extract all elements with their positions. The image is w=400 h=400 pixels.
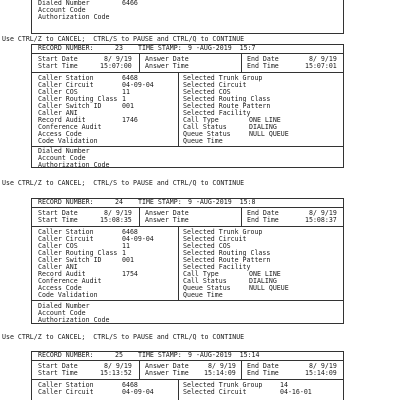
start-date: 8/ 9/19	[104, 209, 132, 217]
record-divider	[241, 53, 242, 72]
time-stamp: 9 -AUG-2019 15:14	[188, 351, 260, 359]
start-time: 15:13:52	[100, 369, 132, 377]
record-number: 25	[115, 351, 123, 359]
record-border	[31, 53, 344, 54]
record-border	[31, 226, 344, 227]
record-divider	[241, 207, 242, 226]
end-time-label: End Time	[247, 62, 279, 70]
record-divider	[139, 53, 140, 72]
access-code-label: Access Code	[38, 284, 82, 292]
authorization-code-label: Authorization Code	[38, 13, 110, 21]
record-number-label: RECORD NUMBER:	[38, 198, 94, 206]
record-number: 23	[115, 44, 123, 52]
end-time: 15:08:37	[305, 216, 337, 224]
code-validation-label: Code Validation	[38, 137, 98, 145]
time-stamp-label: TIME STAMP:	[138, 198, 182, 206]
caller-circuit-label: Caller Circuit	[38, 235, 94, 243]
selected-cos-label: Selected COS	[183, 242, 231, 250]
record-border	[31, 360, 344, 361]
call-type: ONE LINE	[249, 270, 281, 278]
answer-date-label: Answer Date	[145, 55, 189, 63]
end-time-label: End Time	[247, 369, 279, 377]
record-border	[31, 44, 32, 167]
answer-time: 15:14:09	[204, 369, 236, 377]
selected-trunk-group-label: Selected Trunk Group	[183, 381, 263, 389]
record-border	[31, 300, 344, 301]
record-number: 24	[115, 198, 123, 206]
selected-circuit-label: Selected Circuit	[183, 235, 247, 243]
continue-prompt: Use CTRL/Z to CANCEL; CTRL/S to PAUSE and CTRL/Q to CONTINUE	[2, 333, 245, 341]
continue-prompt: Use CTRL/Z to CANCEL; CTRL/S to PAUSE and CTRL/Q to CONTINUE	[2, 179, 245, 187]
queue-status-label: Queue Status	[183, 130, 231, 138]
start-date: 8/ 9/19	[104, 362, 132, 370]
record-divider	[241, 360, 242, 379]
authorization-code-label: Authorization Code	[38, 161, 110, 169]
start-time-label: Start Time	[38, 62, 78, 70]
record-audit: 1754	[122, 270, 138, 278]
caller-routing-class: 1	[122, 95, 126, 103]
queue-time-label: Queue Time	[183, 137, 223, 145]
queue-status: NULL QUEUE	[249, 130, 289, 138]
caller-routing-class-label: Caller Routing Class	[38, 249, 118, 257]
caller-switch-id: 001	[122, 102, 134, 110]
selected-trunk-group-label: Selected Trunk Group	[183, 228, 263, 236]
start-time-label: Start Time	[38, 369, 78, 377]
selected-routing-class-label: Selected Routing Class	[183, 249, 271, 257]
answer-date: 8/ 9/19	[208, 362, 236, 370]
end-date-label: End Date	[247, 362, 279, 370]
selected-circuit-label: Selected Circuit	[183, 388, 247, 396]
end-time-label: End Time	[247, 216, 279, 224]
time-stamp-label: TIME STAMP:	[138, 351, 182, 359]
dialed-number-value: 6466	[122, 0, 138, 7]
conference-audit-label: Conference Audit	[38, 277, 102, 285]
code-validation-label: Code Validation	[38, 291, 98, 299]
account-code-label: Account Code	[38, 154, 86, 162]
selected-routing-class-label: Selected Routing Class	[183, 95, 271, 103]
time-stamp-label: TIME STAMP:	[138, 44, 182, 52]
end-date-label: End Date	[247, 55, 279, 63]
end-date: 8/ 9/19	[309, 209, 337, 217]
selected-route-pattern-label: Selected Route Pattern	[183, 256, 271, 264]
time-stamp: 9 -AUG-2019 15:8	[188, 198, 256, 206]
record-border	[31, 207, 344, 208]
end-time: 15:14:09	[305, 369, 337, 377]
start-date-label: Start Date	[38, 55, 78, 63]
caller-station: 6468	[122, 74, 138, 82]
record-border	[31, 0, 32, 33]
caller-station: 6468	[122, 228, 138, 236]
queue-status-label: Queue Status	[183, 284, 231, 292]
selected-trunk-group-label: Selected Trunk Group	[183, 74, 263, 82]
selected-cos-label: Selected COS	[183, 88, 231, 96]
record-border	[343, 44, 344, 167]
answer-time-label: Answer Time	[145, 62, 189, 70]
caller-switch-id: 001	[122, 256, 134, 264]
start-time-label: Start Time	[38, 216, 78, 224]
record-border	[31, 33, 344, 34]
start-date: 8/ 9/19	[104, 55, 132, 63]
selected-trunk-group: 14	[280, 381, 288, 389]
dialed-number-label: Dialed Number	[38, 147, 90, 155]
continue-prompt: Use CTRL/Z to CANCEL; CTRL/S to PAUSE and CTRL/Q to CONTINUE	[2, 35, 245, 43]
caller-circuit: 04-09-04	[122, 235, 154, 243]
record-divider	[178, 72, 179, 146]
caller-cos-label: Caller COS	[38, 88, 78, 96]
end-date: 8/ 9/19	[309, 55, 337, 63]
queue-status: NULL QUEUE	[249, 284, 289, 292]
answer-date-label: Answer Date	[145, 209, 189, 217]
record-border	[31, 198, 32, 323]
caller-station-label: Caller Station	[38, 228, 94, 236]
dialed-number-label: Dialed Number	[38, 302, 90, 310]
record-number-label: RECORD NUMBER:	[38, 44, 94, 52]
caller-cos-label: Caller COS	[38, 242, 78, 250]
record-audit-label: Record Audit	[38, 270, 86, 278]
access-code-label: Access Code	[38, 130, 82, 138]
caller-circuit-label: Caller Circuit	[38, 388, 94, 396]
caller-switch-id-label: Caller Switch ID	[38, 102, 102, 110]
selected-circuit: 04-16-01	[280, 388, 312, 396]
selected-facility-label: Selected Facility	[183, 109, 251, 117]
call-status-label: Call Status	[183, 123, 227, 131]
record-divider	[139, 207, 140, 226]
call-status: DIALING	[249, 277, 277, 285]
record-border	[31, 72, 344, 73]
caller-routing-class-label: Caller Routing Class	[38, 95, 118, 103]
call-type: ONE LINE	[249, 116, 281, 124]
start-time: 15:08:35	[100, 216, 132, 224]
record-divider	[139, 360, 140, 379]
conference-audit-label: Conference Audit	[38, 123, 102, 131]
record-border	[343, 0, 344, 33]
end-date-label: End Date	[247, 209, 279, 217]
record-audit: 1746	[122, 116, 138, 124]
start-date-label: Start Date	[38, 362, 78, 370]
caller-switch-id-label: Caller Switch ID	[38, 256, 102, 264]
caller-ani-label: Caller ANI	[38, 109, 78, 117]
caller-cos: 11	[122, 88, 130, 96]
caller-circuit-label: Caller Circuit	[38, 81, 94, 89]
record-border	[343, 198, 344, 323]
account-code-label: Account Code	[38, 6, 86, 14]
record-number-label: RECORD NUMBER:	[38, 351, 94, 359]
caller-routing-class: 1	[122, 249, 126, 257]
start-time: 15:07:00	[100, 62, 132, 70]
record-divider	[178, 226, 179, 300]
answer-time-label: Answer Time	[145, 216, 189, 224]
selected-facility-label: Selected Facility	[183, 263, 251, 271]
call-type-label: Call Type	[183, 270, 219, 278]
caller-station-label: Caller Station	[38, 381, 94, 389]
selected-circuit-label: Selected Circuit	[183, 81, 247, 89]
call-type-label: Call Type	[183, 116, 219, 124]
queue-time-label: Queue Time	[183, 291, 223, 299]
time-stamp: 9 -AUG-2019 15:7	[188, 44, 256, 52]
caller-circuit: 04-09-04	[122, 81, 154, 89]
caller-station: 6468	[122, 381, 138, 389]
end-date: 8/ 9/19	[309, 362, 337, 370]
record-divider	[178, 379, 179, 400]
caller-ani-label: Caller ANI	[38, 263, 78, 271]
end-time: 15:07:01	[305, 62, 337, 70]
account-code-label: Account Code	[38, 309, 86, 317]
answer-date-label: Answer Date	[145, 362, 189, 370]
authorization-code-label: Authorization Code	[38, 316, 110, 324]
caller-cos: 11	[122, 242, 130, 250]
call-status-label: Call Status	[183, 277, 227, 285]
answer-time-label: Answer Time	[145, 369, 189, 377]
record-border	[343, 351, 344, 400]
record-border	[31, 351, 32, 400]
caller-circuit: 04-09-04	[122, 388, 154, 396]
dialed-number-label: Dialed Number	[38, 0, 90, 7]
selected-route-pattern-label: Selected Route Pattern	[183, 102, 271, 110]
record-border	[31, 379, 344, 380]
caller-station-label: Caller Station	[38, 74, 94, 82]
record-audit-label: Record Audit	[38, 116, 86, 124]
call-status: DIALING	[249, 123, 277, 131]
start-date-label: Start Date	[38, 209, 78, 217]
